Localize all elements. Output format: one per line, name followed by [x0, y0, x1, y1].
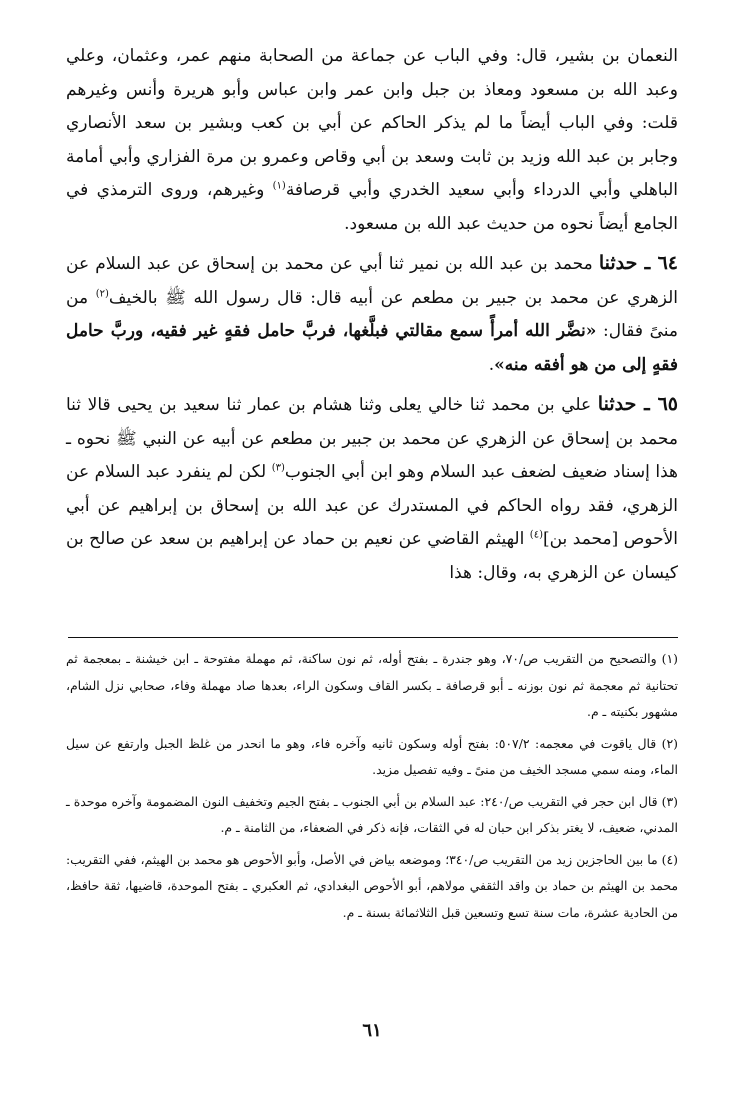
footnote-1: [66, 646, 678, 726]
main-text: [66, 40, 678, 590]
footnote-ref-2[interactable]: (٢): [95, 287, 109, 299]
hadith-64-number: ٦٤ ـ حدثنا: [598, 252, 679, 274]
footnote-2-text: قال ياقوت في معجمه: ٥٠٧/٢: بفتح أوله وسكون ثانيه وآخره فاء، وهو ما انحدر من غلظ الجبل وارتفع عن سيل الماء، ومنه سمي مسجد الخيف من منىً ـ وفيه تفصيل مزيد.: [66, 735, 678, 777]
hadith-65-mid: لكن لم ينفرد عبد السلام عن الزهري، فقد رواه الحاكم في المستدرك عن عبد الله بن إسحاق بن إبراهيم عن أبي الأحوص [محمد بن]: [66, 462, 678, 549]
page-number: ٦١: [362, 1020, 382, 1041]
hadith-65-end: الهيثم القاضي عن نعيم بن حماد عن إبراهيم بن سعد عن صالح بن كيسان عن الزهري به، وقال: هذا: [66, 529, 678, 583]
hadith-64-mid: من منىً فقال:: [66, 287, 679, 341]
footnotes: [66, 646, 678, 931]
hadith-65: [66, 388, 678, 590]
footnote-3-text: قال ابن حجر في التقريب ص/٢٤٠: عبد السلام بن أبي الجنوب ـ بفتح الجيم وتخفيف النون المضمومة وآخره موحدة ـ المدني، ضعيف، لا يغتر بذكر ابن حبان له في الثقات، فإنه ذكر في الضعفاء، من الثامنة ـ م.: [66, 793, 678, 835]
footnote-2-number: (٢): [661, 735, 679, 751]
footnote-4-number: (٤): [661, 851, 678, 867]
hadith-65-isnad: علي بن محمد ثنا خالي يعلى وثنا هشام بن عمار ثنا سعيد بن يحيى قالا ثنا محمد بن إسحاق عن الزهري عن محمد بن جبير بن مطعم عن أبيه عن النبي ﷺ نحوه ـ هذا إسناد ضعيف لضعف عبد السلام وهو ابن أبي الجنوب: [66, 395, 678, 482]
hadith-64-isnad: محمد بن عبد الله بن نمير ثنا أبي عن محمد بن إسحاق عن عبد السلام عن الزهري عن محمد بن جبير بن مطعم عن أبيه قال: قال رسول الله ﷺ بالخيف: [66, 254, 679, 308]
footnote-3-number: (٣): [661, 793, 678, 809]
intro-text-end: وغيرهم، وروى الترمذي في الجامع أيضاً نحوه من حديث عبد الله بن مسعود.: [66, 180, 678, 234]
footnote-1-text: والتصحيح من التقريب ص/٧٠، وهو جندرة ـ بفتح أوله، ثم نون ساكنة، ثم مهملة مفتوحة ـ ابن خيشنة ـ بمعجمة ثم تحتانية ثم معجمة ثم نون بوزنه ـ أبو قرصافة ـ بكسر القاف وسكون الراء، بعدها صاد مهملة وفاء، صحابي نزل الشام، مشهور بكنيته ـ م.: [66, 651, 678, 719]
footnote-ref-3[interactable]: (٣): [271, 462, 285, 474]
footnote-ref-1[interactable]: (١): [272, 180, 286, 192]
footnote-4: [66, 847, 678, 927]
footnote-3: [66, 789, 678, 842]
paragraph-intro: [66, 40, 678, 241]
hadith-64-matn: «نضَّر الله أمرأً سمع مقالتي فبلَّغها، فربَّ حامل فقهٍ غير فقيه، وربَّ حامل فقهٍ إلى من هو أفقه منه»: [66, 321, 678, 375]
footnote-2: [66, 731, 678, 784]
footnote-1-number: (١): [661, 651, 678, 666]
footnote-4-text: ما بين الحاجزين زيد من التقريب ص/٣٤٠؛ وموضعه بياض في الأصل، وأبو الأحوص هو محمد بن الهيثم، ففي التقريب: محمد بن الهيثم بن حماد بن واقد الثقفي مولاهم، أبو الأحوص البغدادي، ثم العكبري ـ بفتح الموحدة، قاضيها، ثقة حافظ، من الحادية عشرة، مات سنة تسع وتسعين قبل الثلاثمائة بسنة ـ م.: [66, 851, 678, 920]
footnote-divider: [68, 637, 678, 638]
hadith-64-end: .: [488, 354, 495, 375]
intro-text: النعمان بن بشير، قال: وفي الباب عن جماعة من الصحابة منهم عمر، وعثمان، وعلي وعبد الله بن مسعود ومعاذ بن جبل وابن عمر وابن عباس وأبو هريرة وأنس وغيرهم قلت: وفي الباب أيضاً ما لم يذكر الحاكم عن أبي بن كعب وبشير بن سعد الأنصاري وجابر بن عبد الله وزيد بن ثابت وسعد بن أبي وقاص وعمرو بن مرة الفزاري وأبي أمامة الباهلي وأبي الدرداء وأبي سعيد الخدري وأبي قرصافة: [66, 46, 678, 200]
hadith-65-number: ٦٥ ـ حدثنا: [597, 393, 679, 415]
footnote-ref-4[interactable]: (٤): [529, 529, 543, 541]
hadith-64: [66, 247, 678, 382]
